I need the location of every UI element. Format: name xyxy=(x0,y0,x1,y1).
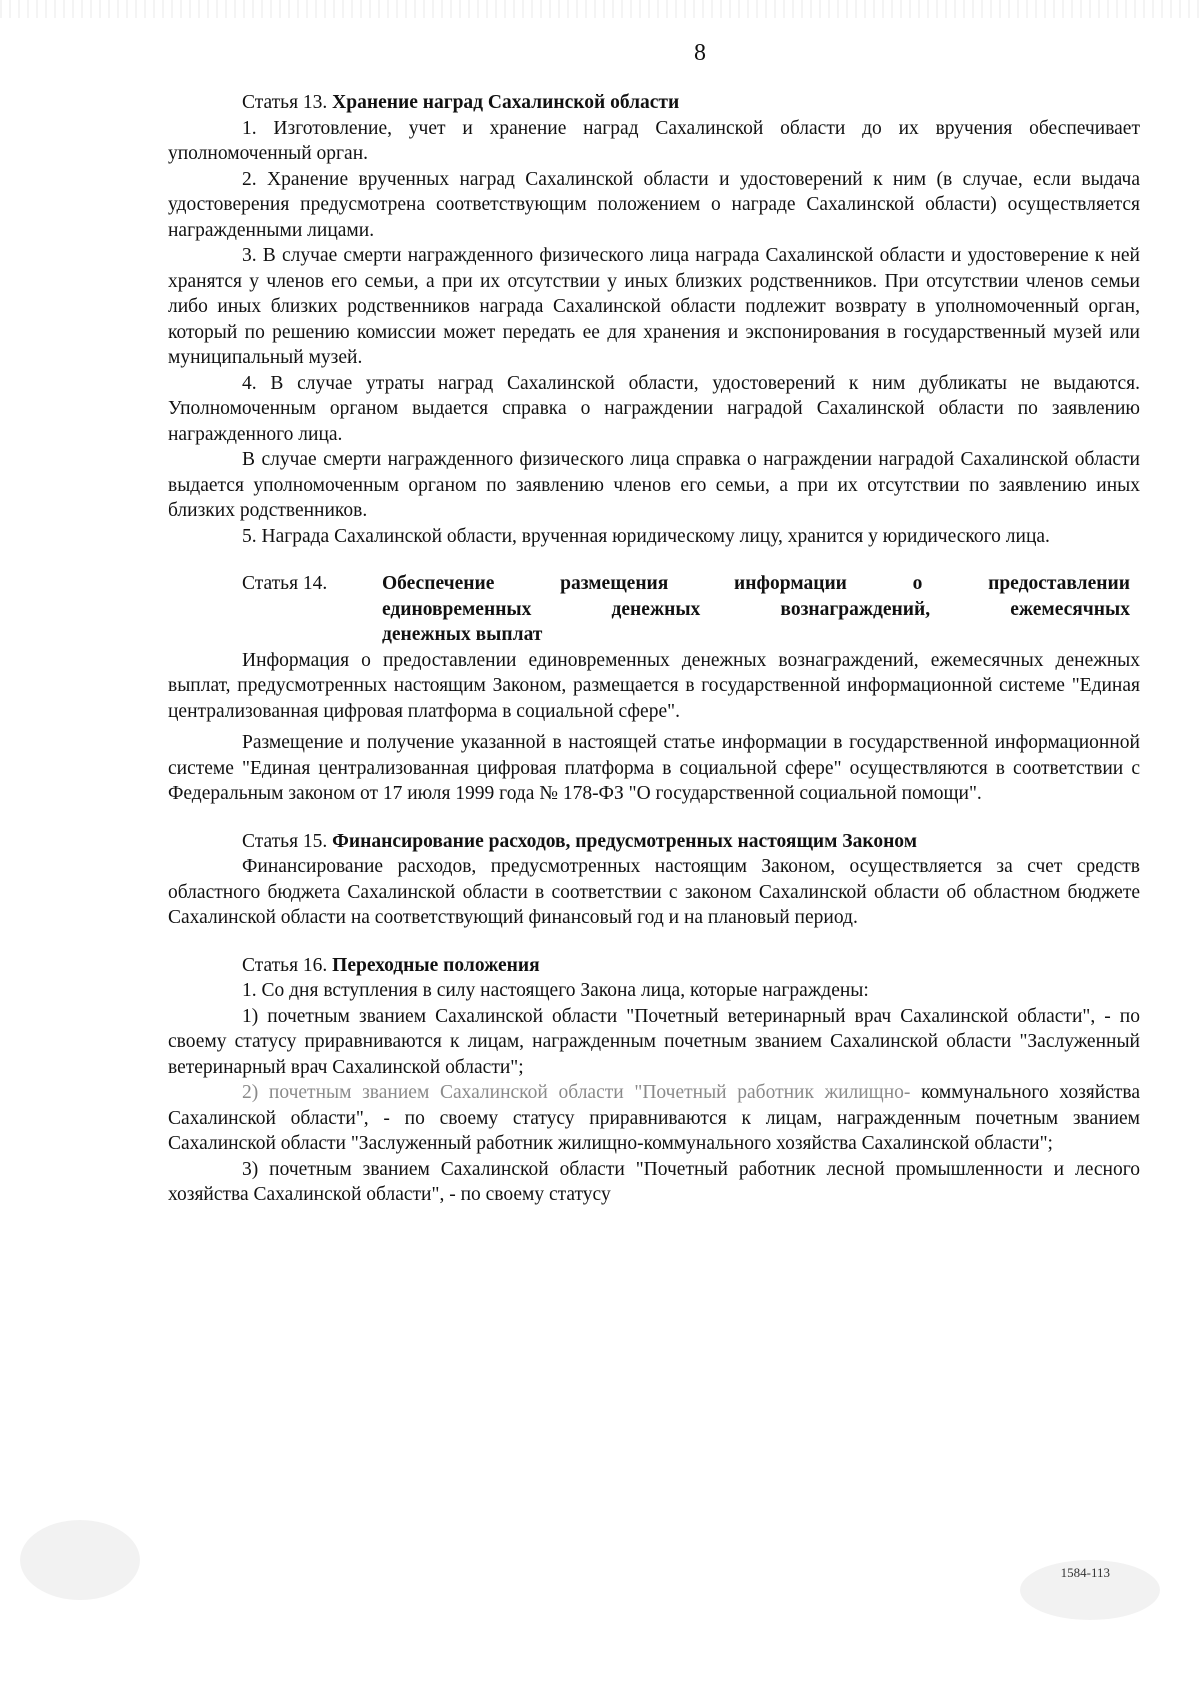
scan-smudge xyxy=(20,1520,140,1600)
article-13-paragraph-6: 5. Награда Сахалинской области, врученная юридическому лицу, хранится у юридического лица. xyxy=(242,525,1050,547)
article-14-title xyxy=(382,571,1140,648)
article-15-title: Финансирование расходов, предусмотренных настоящим Законом xyxy=(332,830,917,852)
article-13-paragraph-4: 4. В случае утраты наград Сахалинской области, удостоверений к ним дубликаты не выдаются. Уполномоченным органом выдается справка о награждении наградой Сахалинской области по заявлению награжденного лица. xyxy=(168,372,1140,445)
article-16-paragraph-4: 3) почетным званием Сахалинской области "Почетный работник лесной промышленности и лесного хозяйства Сахалинской области", - по своему статусу xyxy=(168,1158,1140,1205)
article-16-paragraph-3-text: коммунального хозяйства Сахалинской области", - по своему статусу приравниваются к лицам, награжденным почетным званием Сахалинской области "Заслуженный работник жилищно-коммунального хозяйства Сахалинской области"; xyxy=(168,1082,1140,1154)
article-14-label: Статья 14. xyxy=(242,573,328,594)
article-16-paragraph-1: 1. Со дня вступления в силу настоящего Закона лица, которые награждены: xyxy=(242,980,869,1001)
article-14-paragraph-2: Размещение и получение указанной в настоящей статье информации в государственной информационной системе "Единая централизованная цифровая платформа в социальной сфере" осуществляются в соответствии с Федеральным законом от 17 июля 1999 года № 178-ФЗ "О государственной социальной помощи". xyxy=(168,732,1140,804)
article-14-paragraph-1: Информация о предоставлении единовременных денежных вознаграждений, ежемесячных денежных выплат, предусмотренных настоящим Законом, размещается в государственной информационной системе "Единая централизованная цифровая платформа в социальной сфере". xyxy=(168,649,1140,722)
spacer xyxy=(168,931,1140,953)
article-14-title-line: денежных выплат xyxy=(382,624,543,645)
article-13-paragraph-5: В случае смерти награжденного физического лица справка о награждении наградой Сахалинской области выдается уполномоченным органом по заявлению членов его семьи, а при их отсутствии по заявлению иных близких родственников. xyxy=(168,449,1140,521)
article-16-paragraph-2: 1) почетным званием Сахалинской области "Почетный ветеринарный врач Сахалинской области", - по своему статусу приравниваются к лицам, награжденным почетным званием Сахалинской области "Заслуженный ветеринарный врач Сахалинской области"; xyxy=(168,1005,1140,1078)
article-13-heading xyxy=(168,90,1140,116)
article-16-label: Статья 16. xyxy=(242,954,328,976)
article-13-paragraph-1: 1. Изготовление, учет и хранение наград Сахалинской области до их вручения обеспечивает уполномоченный орган. xyxy=(168,117,1140,164)
article-15-label: Статья 15. xyxy=(242,830,328,852)
faded-scan-text: 2) почетным званием Сахалинской области "Почетный работник жилищно- xyxy=(242,1082,911,1103)
article-14-title-line: единовременных денежных вознаграждений, ежемесячных xyxy=(382,598,1130,620)
scan-noise xyxy=(0,0,1200,18)
article-14-title-line: Обеспечение размещения информации о предоставлении xyxy=(382,573,1130,594)
article-14-heading xyxy=(168,571,1140,648)
article-15-heading xyxy=(168,829,1140,855)
article-13-label: Статья 13. xyxy=(242,92,328,113)
spacer xyxy=(168,549,1140,571)
article-16-paragraph-3 xyxy=(168,1080,1140,1157)
article-13-paragraph-2: 2. Хранение врученных наград Сахалинской области и удостоверений к ним (в случае, если выдача удостоверения предусмотрена соответствующим положением о награде Сахалинской области) осуществляется награжденными лицами. xyxy=(168,168,1140,241)
document-body xyxy=(168,90,1140,1208)
article-15-paragraph-1: Финансирование расходов, предусмотренных настоящим Законом, осуществляется за счет средств областного бюджета Сахалинской области в соответствии с законом Сахалинской области об областном бюджете Сахалинской области на соответствующий финансовый год и на плановый период. xyxy=(168,856,1140,928)
page-number: 8 xyxy=(694,40,706,66)
spacer xyxy=(168,807,1140,829)
article-16-heading xyxy=(168,953,1140,979)
article-16-title: Переходные положения xyxy=(332,954,540,976)
document-code: 1584-113 xyxy=(1060,1565,1110,1580)
article-13-title: Хранение наград Сахалинской области xyxy=(332,92,680,113)
article-13-paragraph-3: 3. В случае смерти награжденного физического лица награда Сахалинской области и удостоверение к ней хранятся у членов его семьи, а при их отсутствии у иных близких родственников. При отсутствии членов семьи либо иных близких родственников награда Сахалинской области подлежит возврату в уполномоченный орган, который по решению комиссии может передать ее для хранения и экспонирования в государственный музей или муниципальный музей. xyxy=(168,245,1140,368)
